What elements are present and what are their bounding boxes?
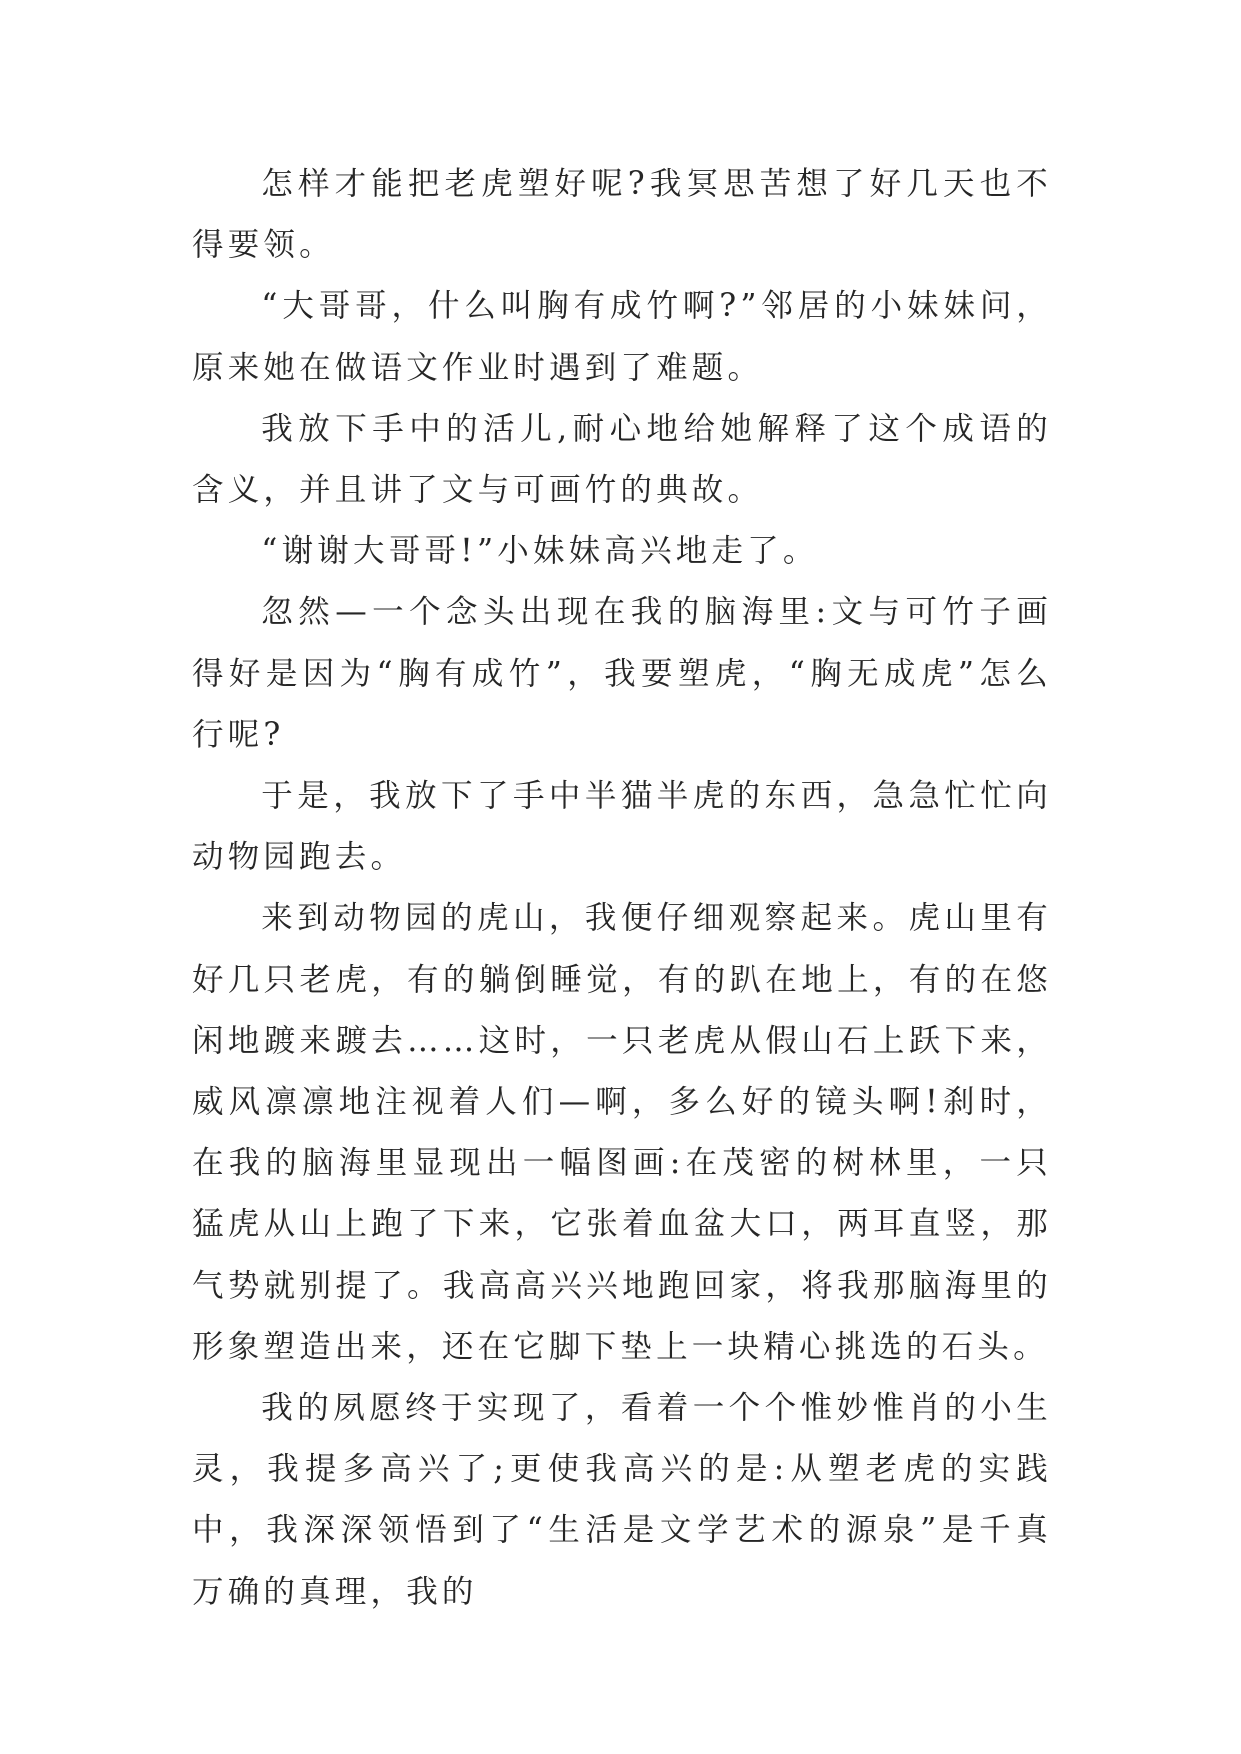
paragraph: 我放下手中的活儿,耐心地给她解释了这个成语的含义，并且讲了文与可画竹的典故。	[192, 410, 1052, 509]
paragraph: 来到动物园的虎山，我便仔细观察起来。虎山里有好几只老虎，有的躺倒睡觉，有的趴在地上，有的在悠闲地踱来踱去……这时，一只老虎从假山石上跃下来，威风凛凛地注视着人们—啊，多么好的镜头啊!刹时，在我的脑海里显现出一幅图画:在茂密的树林里，一只猛虎从山上跑了下来，它张着血盆大口，两耳直竖，那气势就别提了。我高高兴兴地跑回家，将我那脑海里的形象塑造出来，还在它脚下垫上一块精心挑选的石头。	[192, 900, 1052, 1365]
document-body	[192, 154, 1052, 1623]
paragraph: 于是，我放下了手中半猫半虎的东西，急急忙忙向动物园跑去。	[192, 778, 1052, 876]
paragraph: “大哥哥，什么叫胸有成竹啊?”邻居的小妹妹问，原来她在做语文作业时遇到了难题。	[192, 288, 1052, 386]
paragraph: 怎样才能把老虎塑好呢?我冥思苦想了好几天也不得要领。	[192, 166, 1052, 264]
paragraph: “谢谢大哥哥!”小妹妹高兴地走了。	[261, 533, 819, 570]
paragraph: 忽然—一个念头出现在我的脑海里:文与可竹子画得好是因为“胸有成竹”，我要塑虎，“胸无成虎”怎么行呢?	[192, 594, 1052, 753]
paragraph: 我的夙愿终于实现了，看着一个个惟妙惟肖的小生灵，我提多高兴了;更使我高兴的是:从塑老虎的实践中，我深深领悟到了“生活是文学艺术的源泉”是千真万确的真理，我的	[192, 1390, 1052, 1610]
